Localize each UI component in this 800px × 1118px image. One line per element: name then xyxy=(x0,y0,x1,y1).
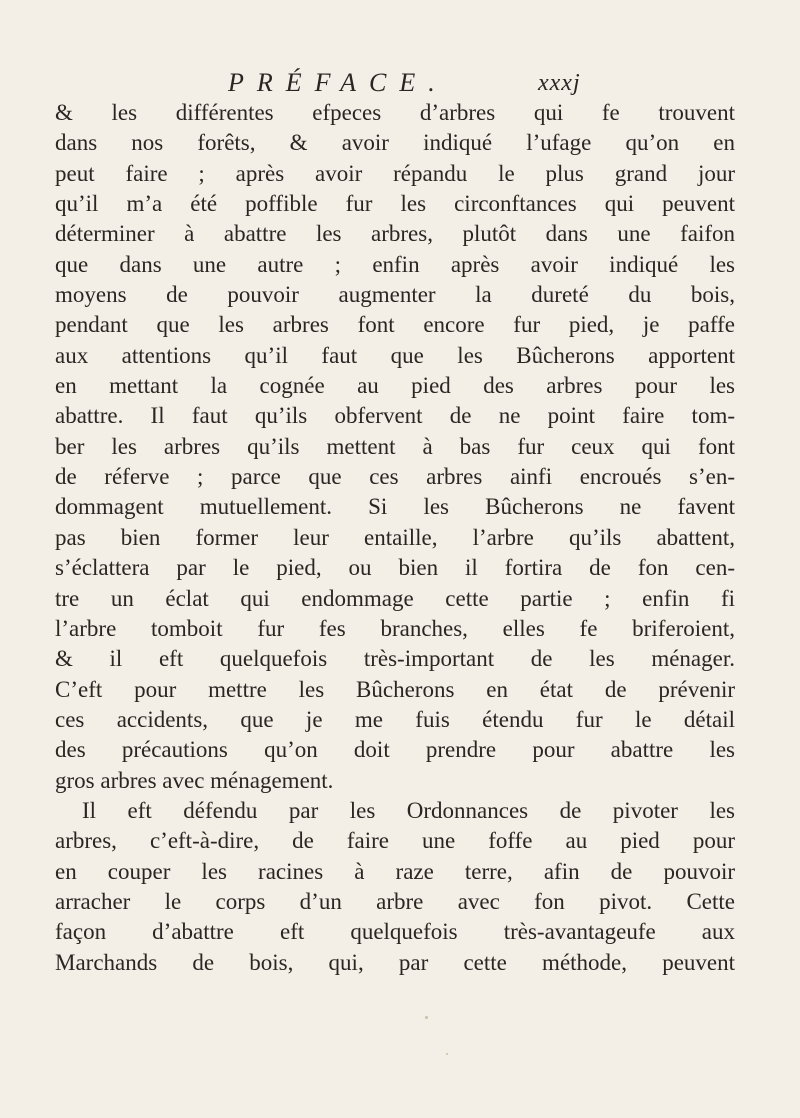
text-line: arbres, c’eft-à-dire, de faire une foffe au pied pour xyxy=(55,828,735,854)
text-line: pas bien former leur entaille, l’arbre qu’ils abattent, xyxy=(55,524,735,550)
text-line: dans nos forêts, & avoir indiqué l’ufage qu’on en xyxy=(55,130,735,156)
text-line: ces accidents, que je me fuis étendu fur le détail xyxy=(55,706,735,732)
paragraph-end-line: gros arbres avec ménagement. xyxy=(55,767,334,793)
text-line: déterminer à abattre les arbres, plutôt dans une faifon xyxy=(55,221,735,247)
text-line: ber les arbres qu’ils mettent à bas fur ceux qui font xyxy=(55,433,735,459)
text-line: en couper les racines à raze terre, afin de pouvoir xyxy=(55,858,735,884)
text-line: façon d’abattre eft quelquefois très-avantageufe aux xyxy=(55,919,735,945)
text-line: & les différentes efpeces d’arbres qui fe trouvent xyxy=(55,100,735,125)
text-line: & il eft quelquefois très-important de les ménager. xyxy=(55,646,735,672)
text-line: Marchands de bois, qui, par cette méthode, peuvent xyxy=(55,949,735,975)
text-line: s’éclattera par le pied, ou bien il fortira de fon cen- xyxy=(55,555,735,581)
body-text xyxy=(55,98,735,978)
text-line: abattre. Il faut qu’ils obfervent de ne point faire tom- xyxy=(55,403,735,429)
text-line: des précautions qu’on doit prendre pour abattre les xyxy=(55,737,735,763)
text-line: dommagent mutuellement. Si les Bûcherons ne favent xyxy=(55,494,735,520)
text-line: aux attentions qu’il faut que les Bûcherons apportent xyxy=(55,342,735,368)
text-line: pendant que les arbres font encore fur pied, je paffe xyxy=(55,312,735,338)
text-line: de réferve ; parce que ces arbres ainfi encroués s’en- xyxy=(55,464,735,490)
text-line: peut faire ; après avoir répandu le plus grand jour xyxy=(55,160,735,186)
text-line: que dans une autre ; enfin après avoir indiqué les xyxy=(55,251,735,277)
paper-speck xyxy=(425,1016,428,1019)
text-line: en mettant la cognée au pied des arbres pour les xyxy=(55,373,735,399)
page-number: xxxj xyxy=(538,70,581,96)
running-head-title: PRÉFACE. xyxy=(228,68,448,97)
text-line: C’eft pour mettre les Bûcherons en état de prévenir xyxy=(55,676,735,702)
text-line: arracher le corps d’un arbre avec fon pivot. Cette xyxy=(55,888,735,914)
paper-speck xyxy=(446,1053,448,1055)
text-line: qu’il m’a été poffible fur les circonftances qui peuvent xyxy=(55,191,735,217)
text-line: moyens de pouvoir augmenter la dureté du bois, xyxy=(55,282,735,308)
text-line: tre un éclat qui endommage cette partie ; enfin fi xyxy=(55,585,735,611)
text-line: l’arbre tomboit fur fes branches, elles fe briferoient, xyxy=(55,615,735,641)
paragraph-start-line: Il eft défendu par les Ordonnances de pivoter les xyxy=(82,797,735,823)
